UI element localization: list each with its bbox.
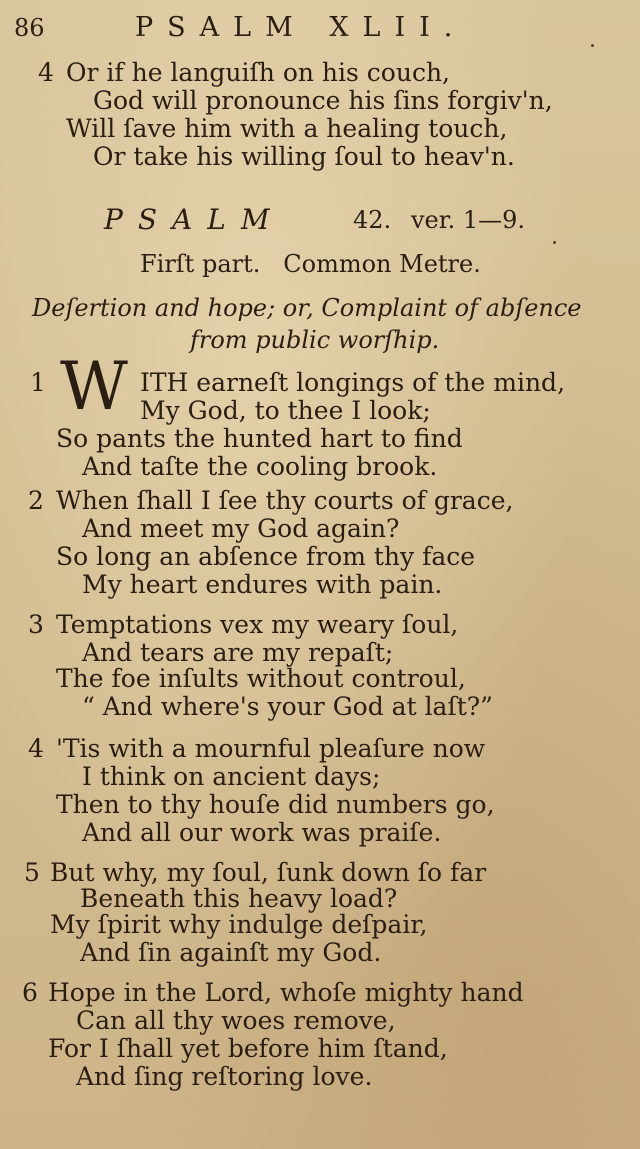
- stanza-5-line-2: Beneath this heavy load?: [80, 884, 398, 913]
- stanza-3-line-1: Temptations vex my weary ſoul,: [56, 610, 459, 639]
- stanza-2-line-1: When ſhall I ſee thy courts of grace,: [56, 486, 514, 515]
- prev-stanza-line-3: Will ſave him with a healing touch,: [66, 114, 508, 143]
- stanza-5-line-1: But why, my ſoul, ſunk down ſo far: [50, 858, 487, 887]
- stanza-1-number: 1: [30, 368, 46, 397]
- stanza-5-line-3: My ſpirit why indulge deſpair,: [50, 910, 428, 939]
- stanza-6-line-4: And ſing reſtoring love.: [76, 1062, 373, 1091]
- stanza-1-line-4: And taſte the cooling brook.: [82, 452, 438, 481]
- stanza-6-line-3: For I ſhall yet before him ſtand,: [48, 1034, 448, 1063]
- stanza-2-line-3: So long an abſence from thy face: [56, 542, 476, 571]
- paper-speck: [553, 241, 556, 244]
- prev-stanza-line-2: God will pronounce his ſins forgiv'n,: [93, 86, 553, 115]
- stanza-1-dropcap: W: [60, 348, 128, 425]
- stanza-3-line-2: And tears are my repaſt;: [82, 638, 394, 667]
- paper-speck: [591, 44, 594, 47]
- stanza-3-line-3: The foe inſults without controul,: [56, 664, 466, 693]
- stanza-2-number: 2: [28, 486, 44, 515]
- page-number: 86: [14, 14, 45, 42]
- psalm-title: PSALM: [104, 203, 285, 236]
- prev-stanza-number: 4: [38, 58, 54, 87]
- stanza-1-line-2: My God, to thee I look;: [140, 396, 431, 425]
- psalm-heading-line-2: from public worſhip.: [190, 326, 440, 354]
- stanza-6-line-1: Hope in the Lord, whoſe mighty hand: [48, 978, 524, 1007]
- running-head: PSALM XLII.: [135, 12, 467, 43]
- stanza-4-line-2: I think on ancient days;: [82, 762, 381, 791]
- psalm-title-number: 42.: [353, 206, 392, 234]
- prev-stanza-line-1: Or if he languiſh on his couch,: [66, 58, 451, 87]
- psalm-heading-line-1: Deſertion and hope; or, Complaint of abſence: [32, 294, 582, 322]
- stanza-4-number: 4: [28, 734, 44, 763]
- stanza-2-line-4: My heart endures with pain.: [82, 570, 443, 599]
- stanza-5-number: 5: [24, 858, 40, 887]
- stanza-4-line-3: Then to thy houſe did numbers go,: [56, 790, 495, 819]
- psalm-subtitle: Firſt part. Common Metre.: [140, 250, 481, 278]
- stanza-3-number: 3: [28, 610, 44, 639]
- stanza-5-line-4: And ſin againſt my God.: [80, 938, 382, 967]
- stanza-6-number: 6: [22, 978, 38, 1007]
- stanza-1-line-1: ITH earneſt longings of the mind,: [140, 368, 566, 397]
- prev-stanza-line-4: Or take his willing ſoul to heav'n.: [93, 142, 515, 171]
- stanza-1-line-3: So pants the hunted hart to find: [56, 424, 463, 453]
- stanza-4-line-4: And all our work was praiſe.: [82, 818, 442, 847]
- stanza-4-line-1: 'Tis with a mournful pleaſure now: [56, 734, 486, 763]
- psalm-verses: ver. 1—9.: [411, 206, 526, 234]
- stanza-6-line-2: Can all thy woes remove,: [76, 1006, 396, 1035]
- stanza-2-line-2: And meet my God again?: [82, 514, 400, 543]
- stanza-3-line-4: “ And where's your God at laſt?”: [82, 692, 493, 721]
